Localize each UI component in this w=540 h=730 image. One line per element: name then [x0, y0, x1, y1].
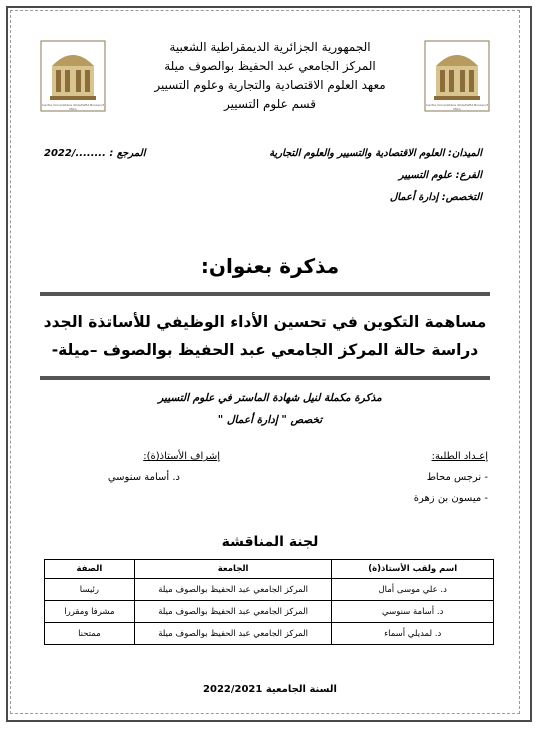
table-row — [45, 623, 494, 645]
jury-member-role: ممتحنا — [45, 623, 135, 645]
title-bottom-rule — [40, 376, 490, 380]
thesis-title-line2: دراسة حالة المركز الجامعي عبد الحفيظ بوالصوف –ميلة- — [51, 341, 479, 359]
jury-header-university: الجامعة — [134, 560, 332, 579]
degree-statement: مذكرة مكملة لنيل شهادة الماستر في علوم التسيير — [158, 392, 382, 404]
jury-member-role: مشرفا ومقررا — [45, 601, 135, 623]
university-logo-right — [424, 40, 490, 112]
degree-specialty: تخصص " إدارة أعمال " — [217, 414, 323, 426]
info-specialty: التخصص: إدارة أعمال — [389, 192, 482, 203]
jury-table — [44, 559, 494, 645]
student-name: - ميسون بن زهرة — [413, 493, 488, 504]
university-logo-left — [40, 40, 106, 112]
jury-member-university: المركز الجامعي عبد الحفيظ بوالصوف ميلة — [134, 601, 332, 623]
header-university: المركز الجامعي عبد الحفيظ بوالصوف ميلة — [164, 59, 376, 73]
student-name: - نرجس محاط — [426, 472, 488, 483]
academic-year: السنة الجامعية 2022/2021 — [203, 684, 337, 695]
students-label: إعـداد الطلبة: — [431, 451, 488, 462]
logo-caption: Centre Universitaire Abdelhafid Boussouf MILA — [42, 103, 104, 111]
header-institute: معهد العلوم الاقتصادية والتجارية وعلوم التسيير — [154, 78, 386, 92]
jury-member-name: د. علي موسى أمال — [332, 579, 494, 601]
jury-member-name: د. لمديلي أسماء — [332, 623, 494, 645]
jury-header-name: اسم ولقب الأستاذ(ة) — [332, 560, 494, 579]
supervisor-label: إشراف الأستاذ(ة): — [143, 451, 220, 462]
logo-caption: Centre Universitaire Abdelhafid Boussouf MILA — [426, 103, 488, 111]
table-row — [45, 579, 494, 601]
title-top-rule — [40, 292, 490, 296]
jury-header-row — [45, 560, 494, 579]
table-row — [45, 601, 494, 623]
header-republic: الجمهورية الجزائرية الديمقراطية الشعبية — [169, 40, 371, 54]
info-field: الميدان: العلوم الاقتصادية والتسيير والعلوم التجارية — [269, 148, 482, 159]
jury-member-university: المركز الجامعي عبد الحفيظ بوالصوف ميلة — [134, 623, 332, 645]
info-reference: المرجع : ......../2022 — [44, 148, 146, 159]
jury-member-university: المركز الجامعي عبد الحفيظ بوالصوف ميلة — [134, 579, 332, 601]
info-branch: الفرع: علوم التسيير — [398, 170, 482, 181]
supervisor-name: د. أسامة سنوسي — [107, 472, 180, 483]
thesis-title-line1: مساهمة التكوين في تحسين الأداء الوظيفي للأساتذة الجدد — [43, 313, 487, 331]
header-department: قسم علوم التسيير — [224, 97, 316, 111]
jury-title: لجنة المناقشة — [221, 534, 319, 550]
jury-member-name: د. أسامة سنوسي — [332, 601, 494, 623]
thesis-heading: مذكرة بعنوان: — [200, 254, 340, 278]
jury-header-role: الصفة — [45, 560, 135, 579]
jury-member-role: رئيسا — [45, 579, 135, 601]
